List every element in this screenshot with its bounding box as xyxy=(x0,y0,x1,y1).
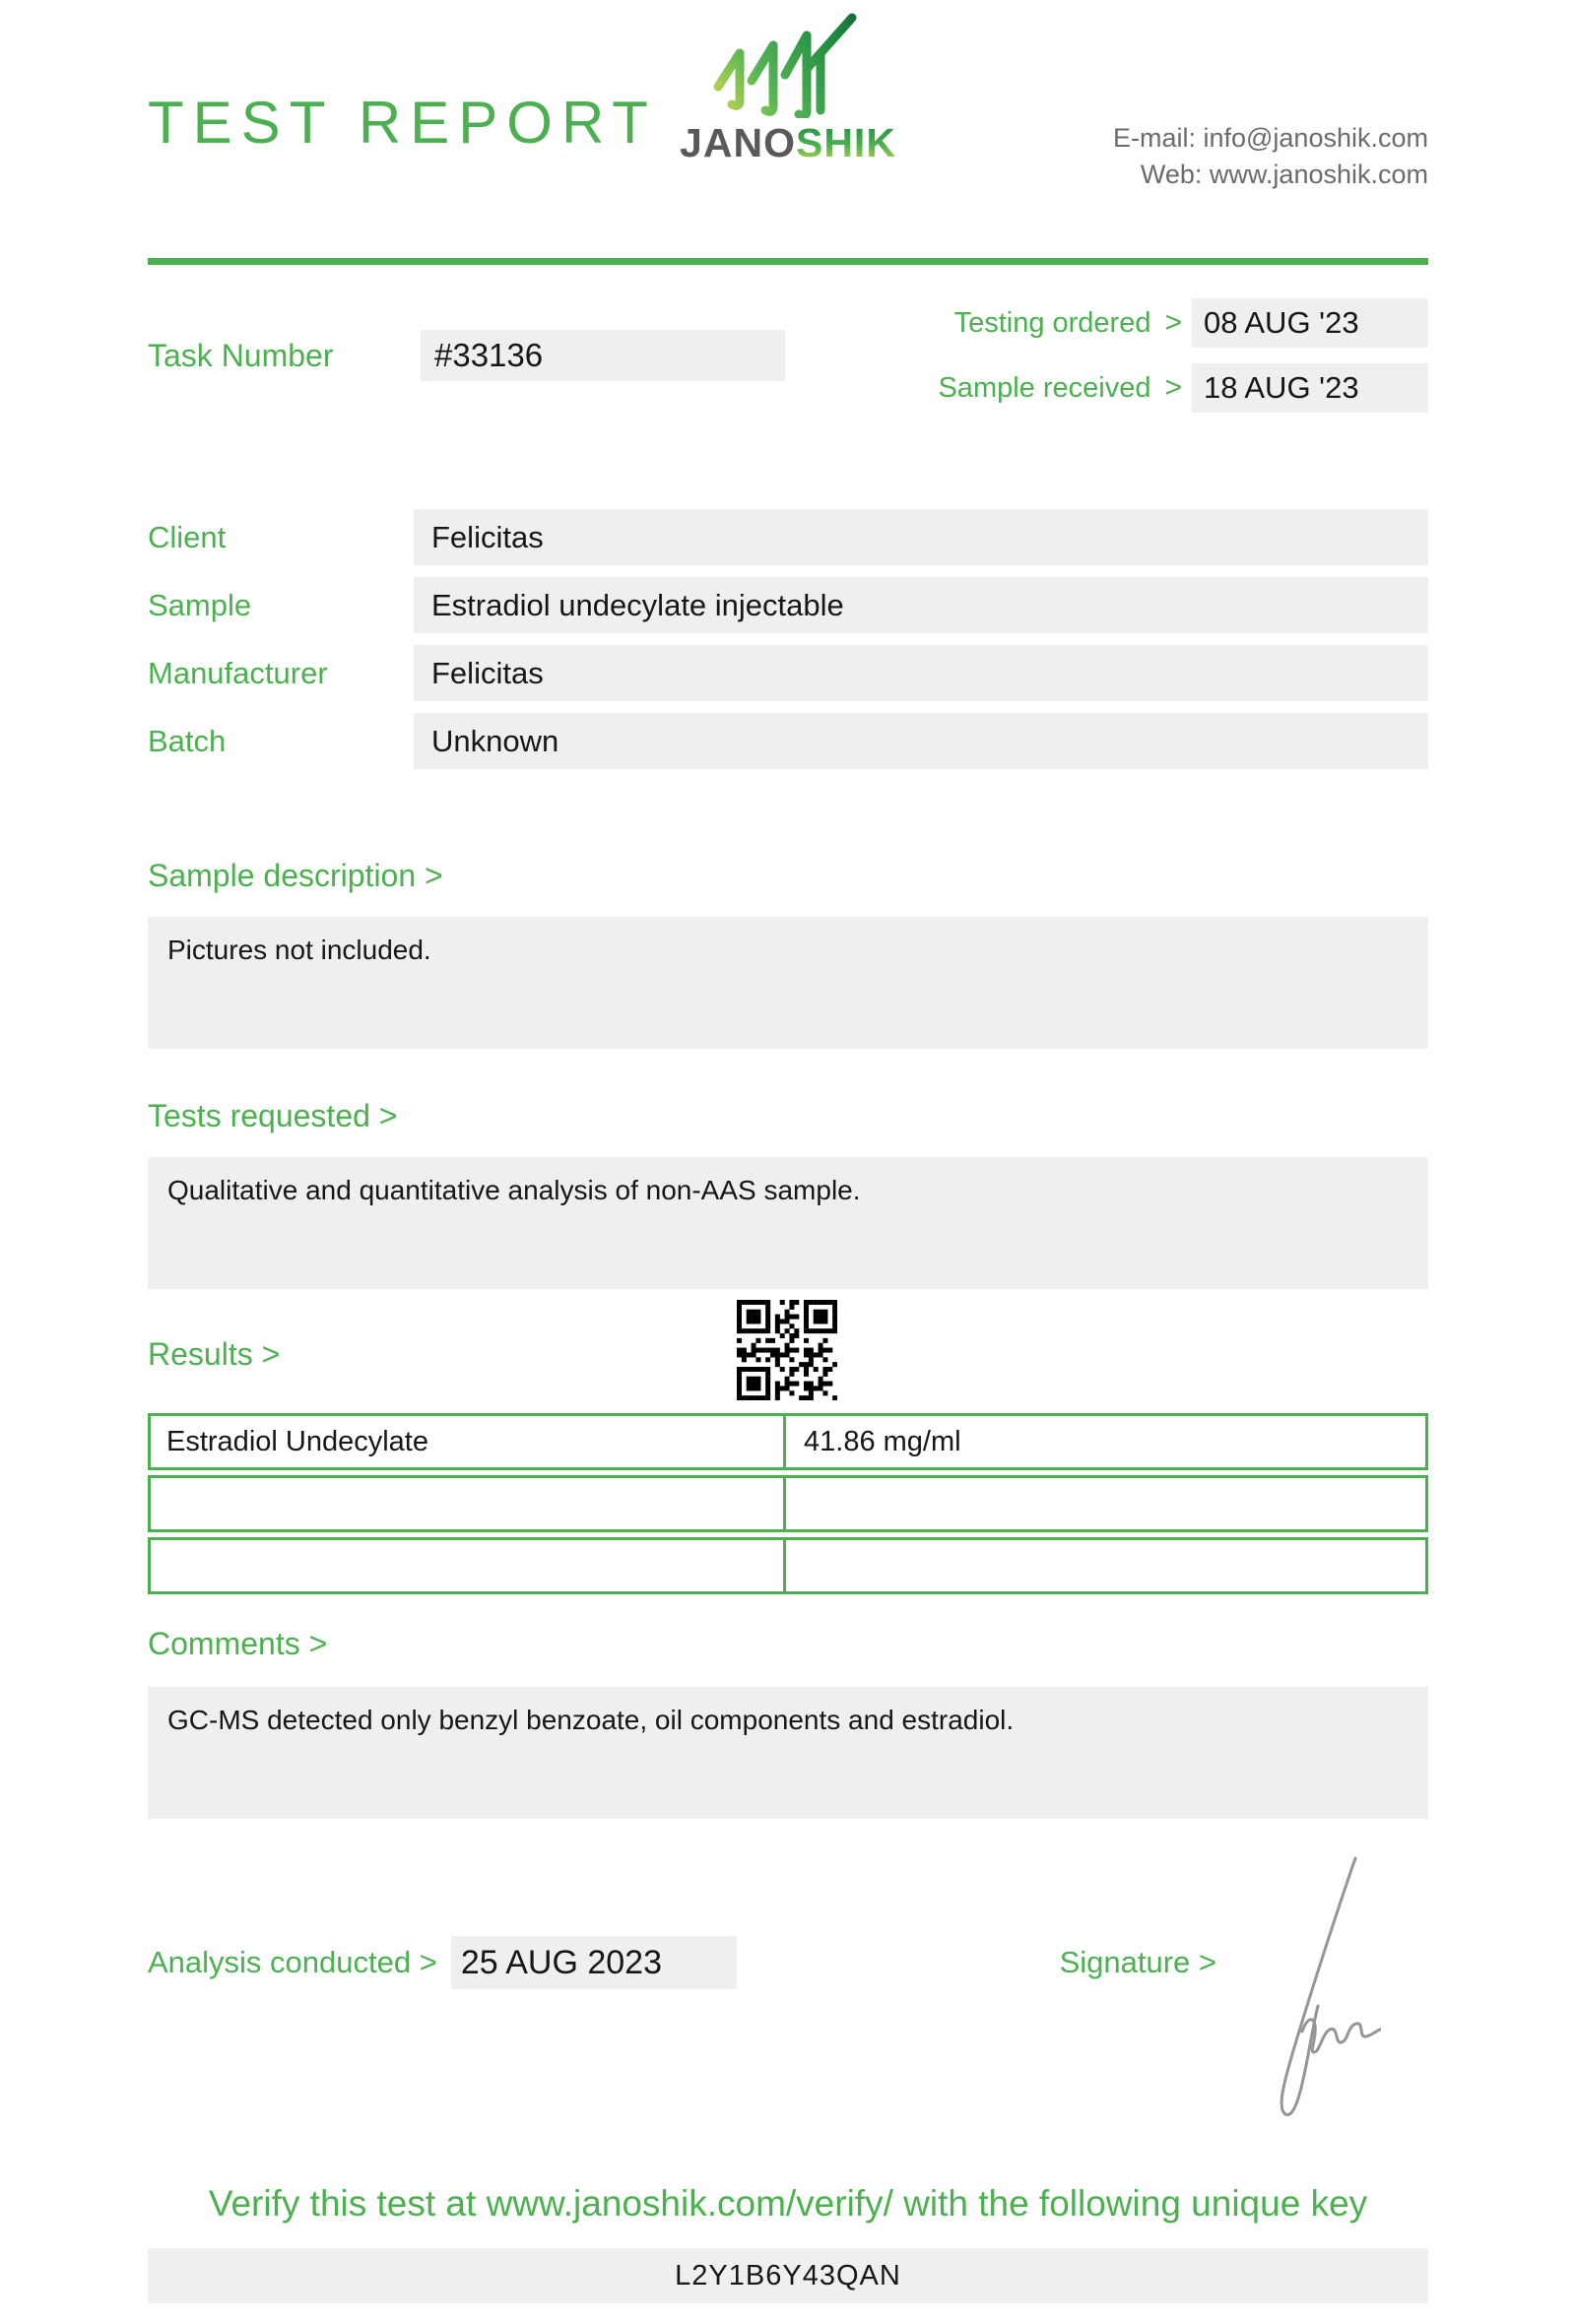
testing-ordered-value xyxy=(1192,298,1428,348)
info-row-batch xyxy=(148,713,1428,769)
unique-key-box xyxy=(148,2248,1428,2303)
arrow-glyph: > xyxy=(1164,371,1182,404)
batch-value xyxy=(414,713,1428,769)
chart-up-arrows-icon xyxy=(704,8,872,118)
sample-received-value xyxy=(1192,363,1428,413)
batch-label: Batch xyxy=(148,723,227,758)
client-text: Felicitas xyxy=(431,519,544,554)
contact-block xyxy=(1113,120,1428,193)
comments-box: GC-MS detected only benzyl benzoate, oil components and estradiol. xyxy=(148,1687,1428,1819)
manufacturer-text: Felicitas xyxy=(431,655,544,690)
header-divider xyxy=(148,258,1428,265)
footer-row xyxy=(148,1935,1428,1990)
section-results xyxy=(148,1334,1428,1594)
manufacturer-value xyxy=(414,645,1428,701)
tests-requested-heading: Tests requested > xyxy=(148,1098,398,1133)
logo-word-dark: JANO xyxy=(680,120,796,165)
sample-info-table xyxy=(148,509,1428,769)
info-row-client xyxy=(148,509,1428,565)
task-number-text: #33136 xyxy=(434,337,544,373)
sample-description-heading: Sample description > xyxy=(148,858,443,893)
qr-code-icon xyxy=(737,1300,837,1400)
tests-requested-box: Qualitative and quantitative analysis of non-AAS sample. xyxy=(148,1157,1428,1289)
analysis-conducted-group xyxy=(148,1936,737,1989)
sample-received-row xyxy=(938,363,1428,413)
results-table xyxy=(148,1413,1428,1594)
sample-label: Sample xyxy=(148,587,252,622)
sample-value xyxy=(414,577,1428,633)
task-number-group xyxy=(148,298,785,413)
result-name-cell: Estradiol Undecylate xyxy=(151,1416,786,1467)
sample-received-label: Sample received xyxy=(938,371,1151,404)
contact-email: E-mail: info@janoshik.com xyxy=(1112,123,1428,153)
task-number-value xyxy=(421,330,785,381)
table-row xyxy=(148,1475,1428,1532)
sample-text: Estradiol undecylate injectable xyxy=(431,587,844,622)
result-value-cell xyxy=(786,1478,1425,1529)
testing-ordered-row xyxy=(954,298,1428,348)
task-number-label: Task Number xyxy=(148,337,334,373)
signature-label: Signature > xyxy=(1059,1945,1216,1979)
testing-ordered-label: Testing ordered xyxy=(953,306,1151,339)
signature-group xyxy=(1060,1945,1216,1980)
analysis-conducted-label: Analysis conducted > xyxy=(148,1945,437,1979)
signature-icon xyxy=(1253,1852,1381,2128)
section-sample-description xyxy=(148,856,1428,1049)
report-header xyxy=(148,0,1428,226)
page-title: TEST REPORT xyxy=(148,90,657,156)
logo-wordmark xyxy=(621,120,955,166)
testing-ordered-text: 08 AUG '23 xyxy=(1204,305,1359,340)
sample-received-text: 18 AUG '23 xyxy=(1204,370,1359,405)
client-label: Client xyxy=(148,519,227,554)
unique-key-text: L2Y1B6Y43QAN xyxy=(675,2259,901,2292)
verify-text: Verify this test at www.janoshik.com/verify/ with the following unique key xyxy=(208,2183,1368,2224)
results-heading: Results > xyxy=(148,1336,281,1372)
info-row-manufacturer xyxy=(148,645,1428,701)
comments-heading: Comments > xyxy=(148,1626,328,1661)
contact-web: Web: www.janoshik.com xyxy=(1140,160,1428,189)
sample-description-box: Pictures not included. xyxy=(148,917,1428,1049)
result-name-cell xyxy=(151,1540,786,1591)
batch-text: Unknown xyxy=(431,723,559,758)
section-comments xyxy=(148,1624,1428,1819)
client-value xyxy=(414,509,1428,565)
section-tests-requested xyxy=(148,1096,1428,1289)
result-name-cell xyxy=(151,1478,786,1529)
janoshik-logo xyxy=(621,8,955,166)
table-row xyxy=(148,1413,1428,1470)
task-meta-row xyxy=(148,298,1428,413)
analysis-date-text: 25 AUG 2023 xyxy=(460,1943,662,1981)
manufacturer-label: Manufacturer xyxy=(148,655,328,690)
result-value-cell: 41.86 mg/ml xyxy=(804,1425,961,1457)
logo-word-green: SHIK xyxy=(795,120,896,165)
info-row-sample xyxy=(148,577,1428,633)
table-row xyxy=(148,1537,1428,1594)
report-page xyxy=(148,0,1428,2303)
analysis-date-value xyxy=(451,1936,737,1989)
result-value-cell xyxy=(786,1540,1425,1591)
dates-group xyxy=(938,298,1428,413)
arrow-glyph: > xyxy=(1164,306,1182,339)
